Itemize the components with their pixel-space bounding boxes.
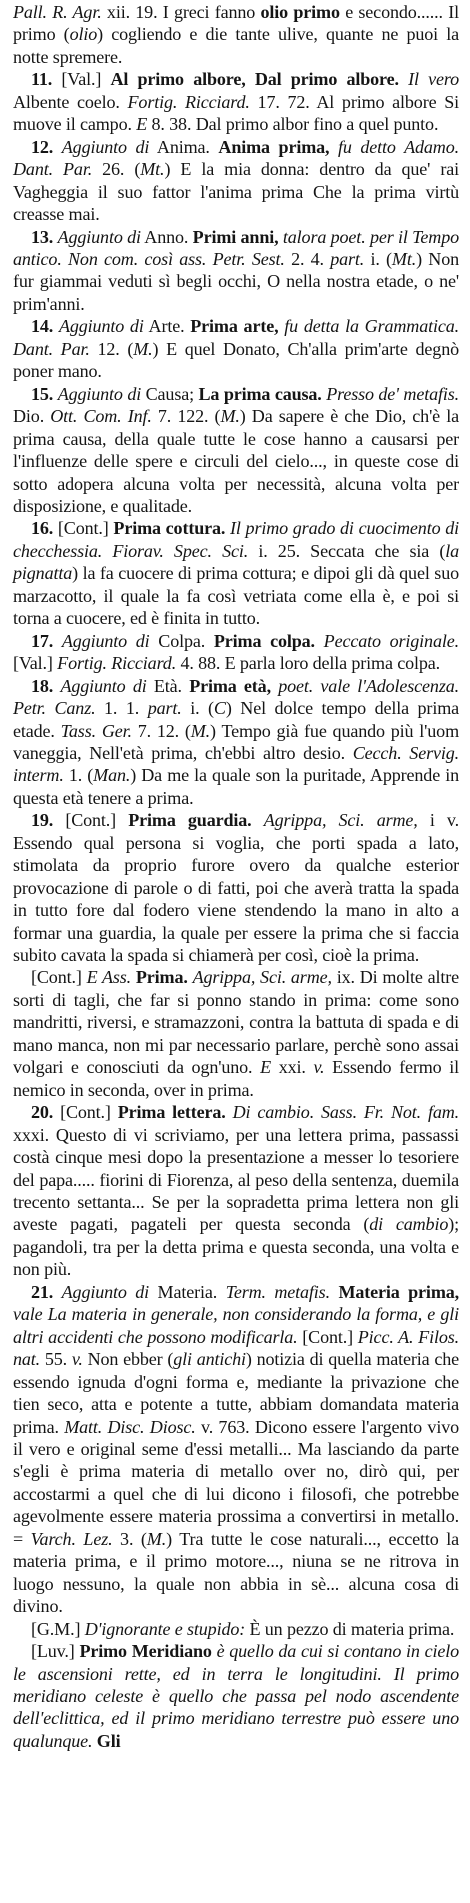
entry-16 xyxy=(13,517,459,629)
entry-19-sub xyxy=(13,966,459,1101)
entry-text: [G.M.] D'ignorante e stupido: È un pezzo di materia prima. xyxy=(31,1618,455,1639)
entry-text: 18. Aggiunto di Età. Prima età, poet. vale l'Adolescenza. Petr. Canz. 1. 1. part. i. (C) Nel dolce tempo della prima etade. Tass. Ger. 7. 12. (M.) Tempo già fue quando più l'uom vaneggia, Nell'età prima, ch'ebbi altro desio. Cecch. Servig. interm. 1. (Man.) Da me la quale son la puritade, Apprende in questa età tenere a prima. xyxy=(13,675,460,808)
entry-text: [Luv.] Primo Meridiano è quello da cui si contano in cielo le ascensioni rette, ed in terra le longitudini. Il primo meridiano celeste è quello che passa pel nodo ascendente dell'eclittica, ed il primo meridiano terrestre può essere uno qualunque. Gli xyxy=(13,1641,460,1751)
entry-text: 20. [Cont.] Prima lettera. Di cambio. Sass. Fr. Not. fam. xxxi. Questo di vi scriviamo, per una lettera prima, passassi costà cinque mesi dopo la presentazione a messer lo tesoriere del papa..... fiorini di Fiorenza, al peso della sentenza, duemila trecento settanta... Se per la sopradetta prima lettera non gli aveste pagati, pagateli per questa seconda (di cambio); pagandoli, tra per la detta prima e questa seconda, una volta e non più. xyxy=(13,1102,460,1280)
entry-21 xyxy=(13,1281,459,1618)
entry-text: 11. [Val.] Al primo albore, Dal primo albore. Il vero Albente coelo. Fortig. Ricciard. 17. 72. Al primo albore Si muove il campo. E 8. 38. Dal primo albor fino a quel punto. xyxy=(13,69,459,135)
entry-18 xyxy=(13,675,459,810)
entry-19 xyxy=(13,809,459,966)
entry-text: 16. [Cont.] Prima cottura. Il primo grado di cuocimento di checchessia. Fiorav. Spec. Sci. i. 25. Seccata che sia (la pignatta) la fa cuocere di prima cottura; e dipoi gli dà quel suo marzacotto, il quale la fa così vetriata come ella è, e poi si torna a cuocere, ed è finita in tutto. xyxy=(13,518,460,629)
entry-17 xyxy=(13,630,459,675)
entry-14 xyxy=(13,315,459,382)
entry-12 xyxy=(13,136,459,226)
entry-text: 14. Aggiunto di Arte. Prima arte, fu detta la Grammatica. Dant. Par. 12. (M.) E quel Donato, Ch'alla prim'arte degnò poner mano. xyxy=(13,316,460,382)
entry-text: Pall. R. Agr. xii. 19. I greci fanno olio primo e secondo...... Il primo (olio) cogliendo e die tante ulive, quante ne puoi la notte spremere. xyxy=(13,2,459,67)
entry-21-luv xyxy=(13,1640,459,1752)
entry-text: 17. Aggiunto di Colpa. Prima colpa. Peccato originale. [Val.] Fortig. Ricciard. 4. 88. E parla loro della prima colpa. xyxy=(13,630,459,674)
entry-20 xyxy=(13,1101,459,1281)
entry-13 xyxy=(13,226,459,316)
entry-text: 21. Aggiunto di Materia. Term. metafis. Materia prima, vale La materia in generale, non considerando la forma, e gli altri accidenti che possono modificarla. [Cont.] Picc. A. Filos. nat. 55. v. Non ebber (gli antichi) notizia di quella materia che essendo ignuda d'ogni forma e, mediante la privazione che tien seco, atta e potente a tutte, abbiam domandata materia prima. Matt. Disc. Diosc. v. 763. Dicono essere l'argento vivo il vero e original seme d'essi metalli... Ma lasciando da parte s'egli è prima materia di metallo over no, dirò qui, per accostarmi a quel che di lui dicono i filosofi, che potrebbe agevolmente essere materia prossima a convertirsi in metallo. = Varch. Lez. 3. (M.) Tra tutte le cose naturali..., eccetto la materia prima, e il primo motore..., niuna se ne ritrova in luogo nessuno, la quale non abbia in sè... alcuna cosa di divino. xyxy=(13,1281,460,1617)
entry-text: [Cont.] E Ass. Prima. Agrippa, Sci. arme, ix. Di molte altre sorti di tagli, che far si ponno stando in prima: come sono mandritti, riversi, e stramazzoni, contra la battuta di spada e di mano manca, non mi par necessario parlare, perchè sono assai volgari e conosciuti da ogn'uno. E xxi. v. Essendo fermo il nemico in seconda, over in prima. xyxy=(13,967,460,1100)
entry-text: 15. Aggiunto di Causa; La prima causa. Presso de' metafis. Dio. Ott. Com. Inf. 7. 122. (M.) Da sapere è che Dio, ch'è la prima causa, della quale tutte le cose hanno a causarsi per l'influenze delle spere e circuli del cielo..., in queste cose di sotto adopera alcuna volta per necessità, alcuna volta per disposizione, e qualitade. xyxy=(13,383,459,516)
entry-11 xyxy=(13,68,459,135)
entry-15 xyxy=(13,383,459,518)
entry-21-gm xyxy=(13,1618,459,1640)
entry-text: 13. Aggiunto di Anno. Primi anni, talora poet. per il Tempo antico. Non com. così ass. Petr. Sest. 2. 4. part. i. (Mt.) Non fur giammai veduti sì begli occhi, O nella nostra etade, o ne' prim'anni. xyxy=(13,226,460,314)
entry-text: 19. [Cont.] Prima guardia. Agrippa, Sci. arme, i v. Essendo qual persona si voglia, che porti spada a lato, stimolata da proprio furore overo da qualche esterior provocazione di parole o di fatti, poi che averà tratta la spada in tutto fore dal fodero viene stendendo la mano in alto a formar una guardia, la quale per essere la prima che si faccia subito cavata la spada si chiamerà per così, cioè la prima. xyxy=(13,810,459,966)
entry-10-continuation xyxy=(13,1,459,68)
entry-text: 12. Aggiunto di Anima. Anima prima, fu detto Adamo. Dant. Par. 26. (Mt.) E la mia donna: dentro da que' rai Vagheggia il suo fattor l'anima prima Che la prima virtù creasse mai. xyxy=(13,136,459,225)
